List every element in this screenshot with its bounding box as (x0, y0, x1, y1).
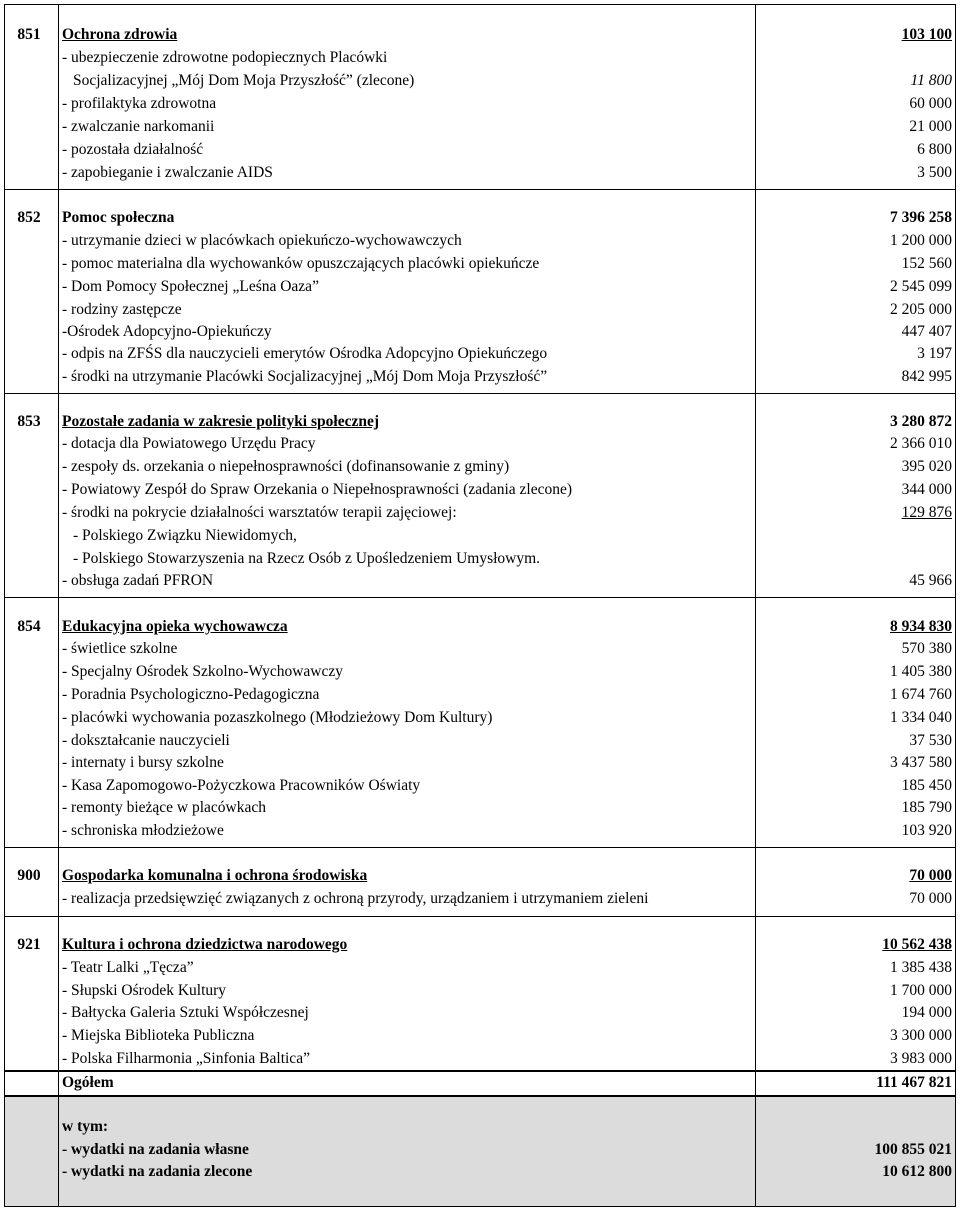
item-label: - Polska Filharmonia „Sinfonia Baltica” (62, 1050, 310, 1067)
grand-total-row (0, 1072, 960, 1094)
commissioned-tasks-label: - wydatki na zadania zlecone (62, 1163, 253, 1180)
item-label: - Kasa Zapomogowo-Pożyczkowa Pracowników Oświaty (62, 777, 421, 794)
line-item (0, 661, 960, 683)
item-label: - odpis na ZFŚS dla nauczycieli emerytów Ośrodka Adopcyjno Opiekuńczego (62, 345, 548, 362)
line-item (0, 366, 960, 388)
item-label: - Specjalny Ośrodek Szkolno-Wychowawczy (62, 663, 343, 680)
section-title: Edukacyjna opieka wychowawcza (62, 618, 288, 635)
line-item (0, 638, 960, 660)
line-item (0, 479, 960, 501)
line-item (0, 1048, 960, 1070)
item-amount: 3 983 000 (890, 1050, 952, 1067)
item-label: - środki na utrzymanie Placówki Socjalizacyjnej „Mój Dom Moja Przyszłość” (62, 368, 548, 385)
item-label: - obsługa zadań PFRON (62, 572, 214, 589)
item-amount: 1 334 040 (890, 709, 952, 726)
item-amount: 185 450 (901, 777, 952, 794)
item-amount: 152 560 (901, 255, 952, 272)
section-921-header (0, 934, 960, 956)
line-item (0, 1002, 960, 1024)
summary-heading-row (0, 1116, 960, 1138)
line-item (0, 797, 960, 819)
line-item (0, 502, 960, 524)
summary-commissioned-row (0, 1161, 960, 1183)
line-item (0, 730, 960, 752)
summary-heading: w tym: (62, 1118, 109, 1135)
code-column-divider (58, 4, 59, 1207)
item-label: - Powiatowy Zespół do Spraw Orzekania o Niepełnosprawności (zadania zlecone) (62, 481, 573, 498)
item-amount: 344 000 (901, 481, 952, 498)
item-label: -Ośrodek Adopcyjno-Opiekuńczy (62, 323, 272, 340)
line-item (0, 343, 960, 365)
item-amount: 3 300 000 (890, 1027, 952, 1044)
item-label: - środki na pokrycie działalności warsztatów terapii zajęciowej: (62, 504, 457, 521)
item-label: - zespoły ds. orzekania o niepełnosprawności (dofinansowanie z gminy) (62, 458, 510, 475)
line-item (0, 230, 960, 252)
line-item (0, 820, 960, 842)
item-amount: 570 380 (901, 640, 952, 657)
section-code: 852 (17, 209, 41, 226)
item-label: - schroniska młodzieżowe (62, 822, 224, 839)
item-label: - Polskiego Związku Niewidomych, (73, 527, 297, 544)
section-854-header (0, 616, 960, 638)
item-amount: 2 545 099 (890, 278, 952, 295)
line-item (0, 888, 960, 910)
item-amount: 21 000 (909, 118, 952, 135)
item-amount: 194 000 (901, 1004, 952, 1021)
commissioned-tasks-amount: 10 612 800 (882, 1163, 952, 1180)
item-amount: 1 674 760 (890, 686, 952, 703)
item-label: - Słupski Ośrodek Kultury (62, 982, 227, 999)
item-amount: 129 876 (901, 504, 952, 521)
line-item (0, 525, 960, 547)
line-item (0, 299, 960, 321)
item-label: - rodziny zastępcze (62, 301, 182, 318)
item-amount: 1 200 000 (890, 232, 952, 249)
section-code: 921 (17, 936, 41, 953)
item-label: - placówki wychowania pozaszkolnego (Młodzieżowy Dom Kultury) (62, 709, 493, 726)
item-label: - remonty bieżące w placówkach (62, 799, 266, 816)
section-divider (4, 847, 956, 848)
section-divider (4, 393, 956, 394)
total-label: Ogółem (62, 1074, 114, 1091)
item-amount: 395 020 (901, 458, 952, 475)
item-amount: 6 800 (917, 141, 952, 158)
section-title: Ochrona zdrowia (62, 26, 178, 43)
item-label: - profilaktyka zdrowotna (62, 95, 217, 112)
line-item (0, 276, 960, 298)
section-title: Pozostałe zadania w zakresie polityki społecznej (62, 413, 380, 430)
item-label: - pozostała działalność (62, 141, 204, 158)
line-item (0, 570, 960, 592)
line-item (0, 1025, 960, 1047)
line-item (0, 456, 960, 478)
table-top-border (4, 4, 956, 5)
line-item (0, 253, 960, 275)
section-851-header (0, 24, 960, 46)
item-amount: 842 995 (901, 368, 952, 385)
section-divider (4, 597, 956, 598)
section-total: 103 100 (901, 26, 952, 43)
line-item (0, 116, 960, 138)
line-item (0, 684, 960, 706)
item-amount: 1 385 438 (890, 959, 952, 976)
item-label: - zwalczanie narkomanii (62, 118, 215, 135)
section-900-header (0, 865, 960, 887)
total-divider (4, 1095, 956, 1097)
table-right-border (955, 4, 956, 1207)
item-amount: 2 205 000 (890, 301, 952, 318)
item-label: - Dom Pomocy Społecznej „Leśna Oaza” (62, 278, 319, 295)
line-item (0, 957, 960, 979)
item-label: - pomoc materialna dla wychowanków opuszczających placówki opiekuńcze (62, 255, 540, 272)
table-bottom-border (4, 1206, 956, 1207)
section-total: 8 934 830 (890, 618, 952, 635)
section-total: 70 000 (909, 867, 952, 884)
table-left-border (4, 4, 5, 1207)
item-amount: 185 790 (901, 799, 952, 816)
item-amount: 2 366 010 (890, 435, 952, 452)
section-divider (4, 189, 956, 190)
section-852-header (0, 207, 960, 229)
item-label: - Teatr Lalki „Tęcza” (62, 959, 194, 976)
item-label: - dotacja dla Powiatowego Urzędu Pracy (62, 435, 316, 452)
section-title: Gospodarka komunalna i ochrona środowiska (62, 867, 368, 884)
section-total: 7 396 258 (890, 209, 952, 226)
total-amount: 111 467 821 (876, 1074, 952, 1091)
line-item (0, 433, 960, 455)
item-amount: 60 000 (909, 95, 952, 112)
item-label: - Bałtycka Galeria Sztuki Współczesnej (62, 1004, 309, 1021)
section-total: 3 280 872 (890, 413, 952, 430)
line-item (0, 548, 960, 570)
item-amount: 1 405 380 (890, 663, 952, 680)
section-853-header (0, 411, 960, 433)
line-item (0, 707, 960, 729)
section-title: Kultura i ochrona dziedzictwa narodowego (62, 936, 348, 953)
item-amount: 3 437 580 (890, 754, 952, 771)
item-label: - Miejska Biblioteka Publiczna (62, 1027, 255, 1044)
item-amount: 447 407 (901, 323, 952, 340)
line-item (0, 70, 960, 92)
item-amount: 11 800 (910, 72, 952, 89)
item-amount: 3 500 (917, 164, 952, 181)
line-item (0, 139, 960, 161)
item-label: - zapobieganie i zwalczanie AIDS (62, 164, 273, 181)
item-label: Socjalizacyjnej „Mój Dom Moja Przyszłość” (zlecone) (73, 72, 415, 89)
line-item (0, 47, 960, 69)
item-label: - Poradnia Psychologiczno-Pedagogiczna (62, 686, 320, 703)
own-tasks-amount: 100 855 021 (874, 1141, 952, 1158)
line-item (0, 321, 960, 343)
item-label: - świetlice szkolne (62, 640, 178, 657)
item-label: - utrzymanie dzieci w placówkach opiekuńczo-wychowawczych (62, 232, 462, 249)
section-code: 854 (17, 618, 41, 635)
line-item (0, 162, 960, 184)
item-label: - ubezpieczenie zdrowotne podopiecznych Placówki (62, 49, 388, 66)
item-amount: 3 197 (917, 345, 952, 362)
summary-own-row (0, 1139, 960, 1161)
amount-column-divider (755, 4, 756, 1207)
item-label: - Polskiego Stowarzyszenia na Rzecz Osób z Upośledzeniem Umysłowym. (73, 550, 541, 567)
section-total: 10 562 438 (882, 936, 952, 953)
item-amount: 1 700 000 (890, 982, 952, 999)
item-amount: 70 000 (909, 890, 952, 907)
line-item (0, 752, 960, 774)
line-item (0, 980, 960, 1002)
item-amount: 103 920 (901, 822, 952, 839)
item-label: - internaty i bursy szkolne (62, 754, 224, 771)
section-code: 853 (17, 413, 41, 430)
section-title: Pomoc społeczna (62, 209, 175, 226)
line-item (0, 93, 960, 115)
item-amount: 37 530 (909, 732, 952, 749)
line-item (0, 775, 960, 797)
item-label: - realizacja przedsięwzięć związanych z ochroną przyrody, urządzaniem i utrzymaniem zieleni (62, 890, 649, 907)
section-code: 900 (17, 867, 41, 884)
section-divider (4, 916, 956, 917)
own-tasks-label: - wydatki na zadania własne (62, 1141, 249, 1158)
section-code: 851 (17, 26, 41, 43)
item-amount: 45 966 (909, 572, 952, 589)
item-label: - dokształcanie nauczycieli (62, 732, 230, 749)
